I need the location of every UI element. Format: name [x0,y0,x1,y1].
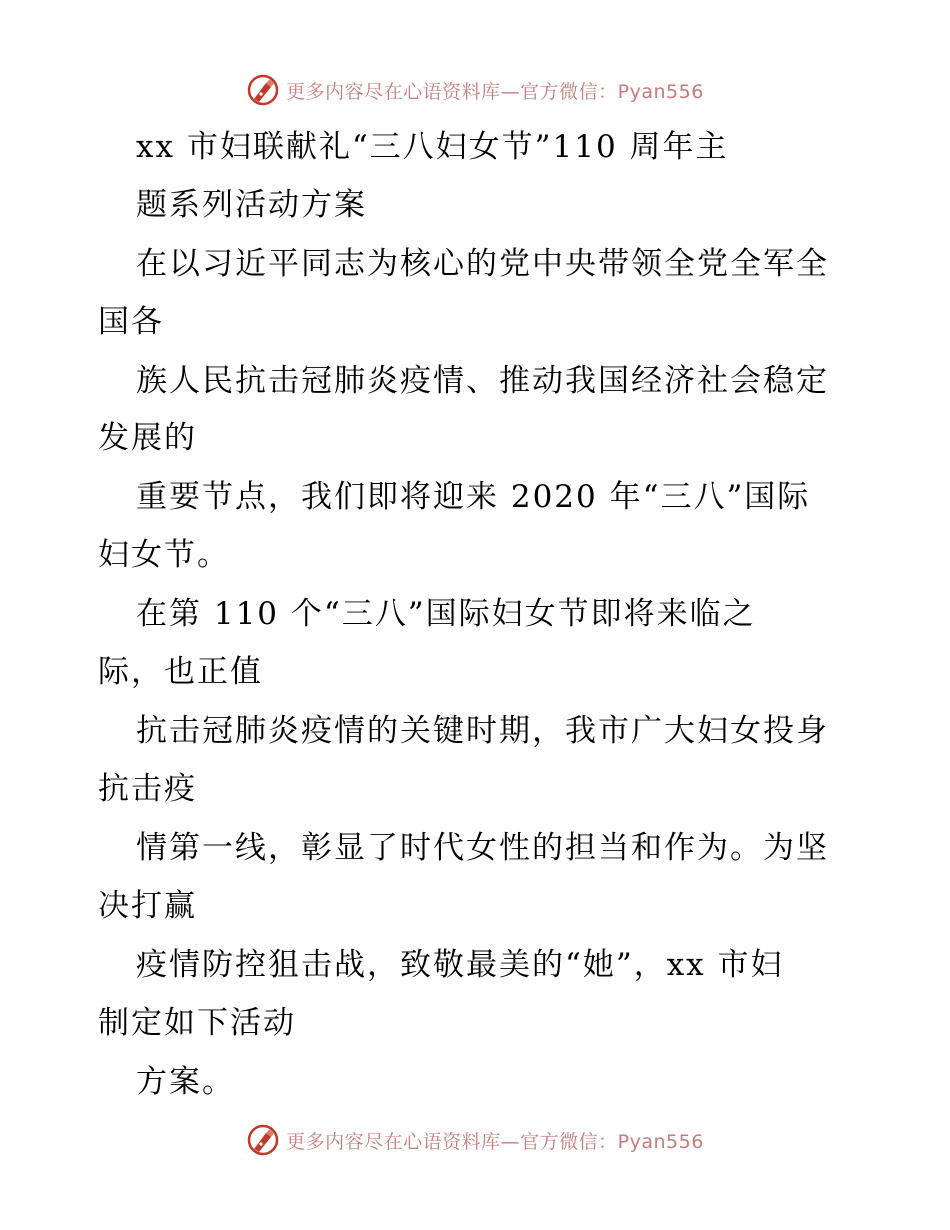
paragraph-line: 发展的 [98,420,197,456]
paragraph-line: 际，也正值 [98,654,263,690]
paragraph-line: 抗击冠肺炎疫情的关键时期，我市广大妇女投身 [136,713,829,749]
document-title-line-2: 题系列活动方案 [136,187,367,223]
paragraph-line: 制定如下活动 [98,1005,296,1041]
paragraph-line: 族人民抗击冠肺炎疫情、推动我国经济社会稳定 [136,363,829,399]
paragraph-line: 决打赢 [98,888,197,924]
paragraph-line: 方案。 [136,1064,235,1100]
paragraph-line: 疫情防控狙击战，致敬最美的“她”，xx 市妇 [136,947,784,983]
paragraph-line: 在以习近平同志为核心的党中央带领全党全军全 [136,246,829,282]
footer-banner [0,1120,950,1160]
paragraph-line: 国各 [98,304,164,340]
paragraph-line: 在第 110 个“三八”国际妇女节即将来临之 [136,596,756,632]
paragraph-line: 情第一线，彰显了时代女性的担当和作为。为坚 [136,830,829,866]
paragraph-line: 重要节点，我们即将迎来 2020 年“三八”国际 [136,479,811,515]
paragraph-line: 抗击疫 [98,771,197,807]
footer-banner-text: 更多内容尽在心语资料库—官方微信：Pyan556 [286,1130,704,1153]
paragraph-line: 妇女节。 [98,537,230,573]
pen-nib-icon [246,1123,280,1157]
pen-nib-icon [246,73,280,107]
header-banner [0,70,950,110]
header-banner-text: 更多内容尽在心语资料库—官方微信：Pyan556 [286,80,704,103]
document-title-line-1: xx 市妇联献礼“三八妇女节”110 周年主 [136,129,729,165]
